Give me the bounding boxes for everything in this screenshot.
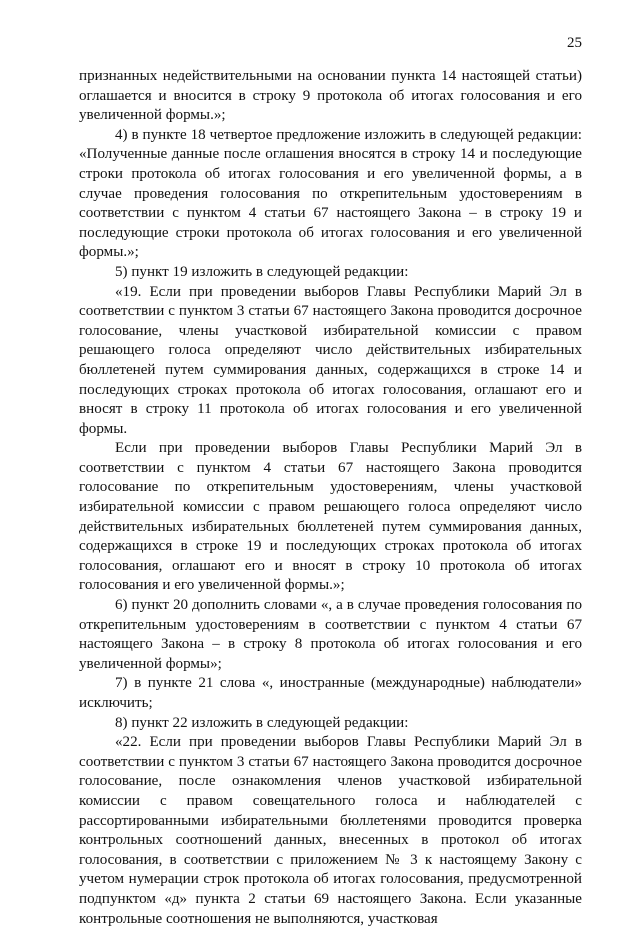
paragraph-item-5: 5) пункт 19 изложить в следующей редакции: — [115, 263, 409, 280]
document-body — [79, 67, 582, 929]
paragraph-item-8: 8) пункт 22 изложить в следующей редакции: — [115, 714, 409, 731]
paragraph-point-22: «22. Если при проведении выборов Главы Республики Марий Эл в соответствии с пунктом 3 статьи 67 настоящего Закона проводится досрочное голосование, после ознакомления членов участковой избирательной комиссии с правом совещательного голоса и наблюдателей с рассортированными избирательными бюллетенями проводится проверка контрольных соотношений данных, внесенных в протокол об итогах голосования, в соответствии с приложением № 3 к настоящему Закону с учетом нумерации строк протокола об итогах голосования, предусмотренной подпунктом «д» пункта 2 статьи 69 настоящего Закона. Если указанные контрольные соотношения не выполняются, участковая — [79, 734, 582, 927]
paragraph-point-19-part-2: Если при проведении выборов Главы Республики Марий Эл в соответствии с пунктом 4 статьи 67 настоящего Закона проводится голосование по открепительным удостоверениям, члены участковой избирательной комиссии с правом решающего голоса определяют число действительных избирательных бюллетеней путем суммирования данных, содержащихся в строке 19 и последующих строках протокола об итогах голосования, оглашают его и вносят в строку 10 протокола об итогах голосования и его увеличенной формы.»; — [79, 440, 582, 594]
page-number: 25 — [567, 35, 582, 51]
paragraph-item-7: 7) в пункте 21 слова «, иностранные (международные) наблюдатели» исключить; — [79, 675, 582, 711]
paragraph-item-4: 4) в пункте 18 четвертое предложение изложить в следующей редакции: «Полученные данные после оглашения вносятся в строку 14 и последующие строки протокола об итогах голосования и его увеличенной формы, а в случае проведения голосования по открепительным удостоверениям в соответствии с пунктом 4 статьи 67 настоящего Закона – в строку 19 и последующие строки протокола об итогах голосования и его увеличенной формы.»; — [79, 126, 582, 261]
paragraph-continuation: признанных недействительными на основании пункта 14 настоящей статьи) оглашается и вносится в строку 9 протокола об итогах голосования и его увеличенной формы.»; — [79, 68, 582, 124]
paragraph-point-19: «19. Если при проведении выборов Главы Республики Марий Эл в соответствии с пунктом 3 статьи 67 настоящего Закона проводится досрочное голосование, члены участковой избирательной комиссии с правом решающего голоса определяют число действительных избирательных бюллетеней путем суммирования данных, содержащихся в строке 14 и последующих строках протокола об итогах голосования, оглашают его и вносят в строку 11 протокола об итогах голосования и его увеличенной формы. — [79, 283, 582, 437]
paragraph-item-6: 6) пункт 20 дополнить словами «, а в случае проведения голосования по открепительным удостоверениям в соответствии с пунктом 4 статьи 67 настоящего Закона – в строку 8 протокола об итогах голосования и его увеличенной формы»; — [79, 597, 582, 672]
